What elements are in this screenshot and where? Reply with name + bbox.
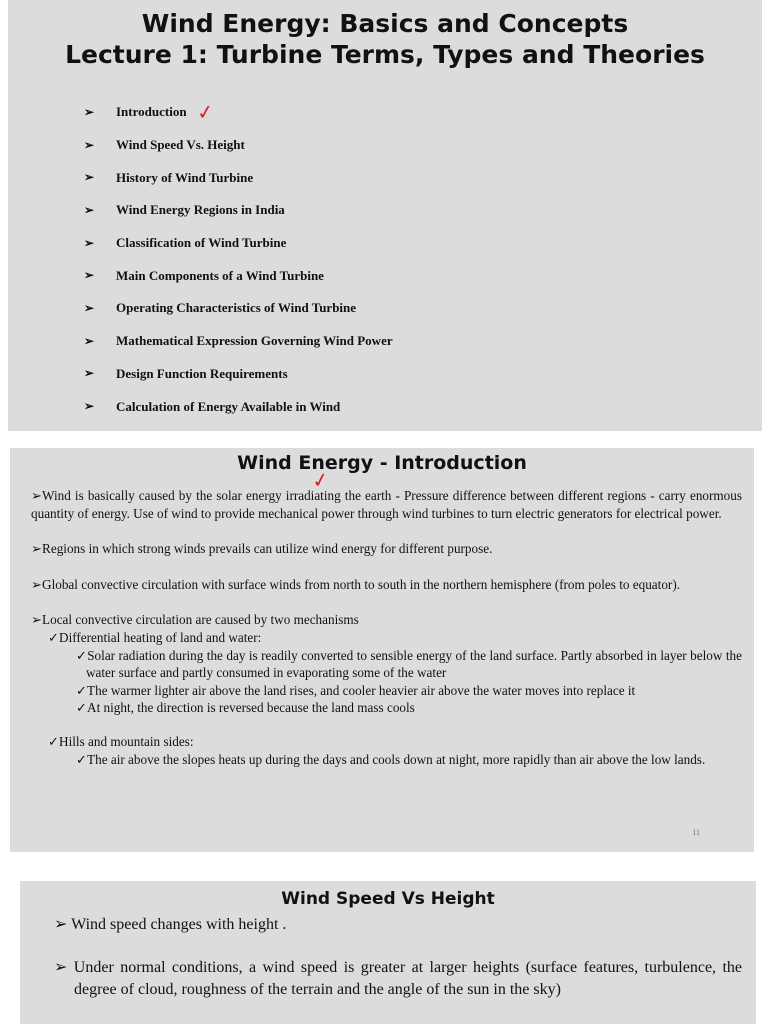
outline-item-label: Design Function Requirements bbox=[116, 365, 288, 381]
subitem-warmer-air: ✓The warmer lighter air above the land rises, and cooler heavier air above the water moves into replace it bbox=[76, 682, 636, 698]
slide-wind-speed-height bbox=[20, 881, 756, 1024]
outline-item-label: Wind Energy Regions in India bbox=[116, 202, 285, 218]
red-tick-mark-icon: ✓ bbox=[194, 99, 215, 126]
bullet-arrow-icon: ➢ bbox=[84, 104, 95, 119]
paragraph-global-circulation: ➢Global convective circulation with surface winds from north to south in the northern hemisphere (from poles to equator). bbox=[31, 576, 681, 592]
paragraph-local-circulation: ➢Local convective circulation are caused by two mechanisms bbox=[31, 612, 359, 628]
subitem-slopes: ✓The air above the slopes heats up during the days and cools down at night, more rapidly than air above the low lands. bbox=[76, 751, 706, 767]
outline-item-label: Wind Speed Vs. Height bbox=[116, 137, 245, 153]
lecture-title-line-2: Lecture 1: Turbine Terms, Types and Theories bbox=[65, 40, 705, 69]
paragraph-wind-cause: ➢Wind is basically caused by the solar energy irradiating the earth - Pressure difference between different regions - carry enormous quantity of energy. Use of wind to provide mechanical power through wind turbines to turn electric generators for electrical power. bbox=[31, 488, 742, 521]
paragraph-normal-conditions: ➢ Under normal conditions, a wind speed is greater at larger heights (surface features, turbulence, the degree of cloud, roughness of the terrain and the angle of the sun in the sky) bbox=[54, 959, 742, 998]
bullet-arrow-icon: ➢ bbox=[84, 268, 95, 283]
subitem-solar-radiation: ✓Solar radiation during the day is readily converted to sensible energy of the land surface. Partly absorbed in layer below the water surface and partly consumed in evaporating some of the water bbox=[76, 647, 742, 681]
outline-item bbox=[84, 325, 393, 358]
outline-item bbox=[84, 129, 393, 162]
outline-item-label: Operating Characteristics of Wind Turbine bbox=[116, 300, 357, 316]
outline-item bbox=[84, 194, 393, 227]
outline-item bbox=[84, 292, 393, 325]
outline-item bbox=[84, 390, 393, 423]
slide-body bbox=[31, 487, 742, 768]
outline-item-label: History of Wind Turbine bbox=[116, 169, 254, 185]
outline-item-label: Calculation of Energy Available in Wind bbox=[116, 398, 341, 414]
lecture-title bbox=[8, 8, 762, 70]
bullet-arrow-icon: ➢ bbox=[84, 366, 95, 381]
bullet-arrow-icon: ➢ bbox=[84, 137, 95, 152]
bullet-arrow-icon: ➢ bbox=[84, 170, 95, 185]
slide-body bbox=[54, 914, 742, 1001]
bullet-arrow-icon: ➢ bbox=[84, 399, 95, 414]
lecture-title-line-1: Wind Energy: Basics and Concepts bbox=[141, 9, 629, 38]
bullet-arrow-icon: ➢ bbox=[84, 235, 95, 250]
subitem-night-reversal: ✓At night, the direction is reversed because the land mass cools bbox=[76, 700, 415, 716]
subitem-differential-heating: ✓Differential heating of land and water: bbox=[48, 629, 262, 645]
slide-title: Wind Energy - Introduction bbox=[237, 452, 527, 474]
outline-item bbox=[84, 358, 393, 391]
outline-item-label: Main Components of a Wind Turbine bbox=[116, 267, 324, 283]
paragraph-speed-changes: ➢ Wind speed changes with height . bbox=[54, 916, 287, 933]
paragraph-strong-winds: ➢Regions in which strong winds prevails can utilize wind energy for different purpose. bbox=[31, 541, 493, 557]
outline-item bbox=[84, 227, 393, 260]
outline-list bbox=[84, 96, 393, 423]
red-tick-mark-icon: ✓ bbox=[310, 466, 331, 494]
slide-outline bbox=[8, 0, 762, 431]
bullet-arrow-icon: ➢ bbox=[84, 333, 95, 348]
outline-item bbox=[84, 259, 393, 292]
outline-item-label: Introduction bbox=[116, 104, 187, 120]
outline-item-label: Classification of Wind Turbine bbox=[116, 235, 287, 251]
subitem-hills: ✓Hills and mountain sides: bbox=[48, 733, 194, 749]
bullet-arrow-icon: ➢ bbox=[84, 202, 95, 217]
slide-introduction bbox=[10, 448, 754, 852]
outline-item bbox=[84, 161, 393, 194]
slide-title: Wind Speed Vs Height bbox=[281, 889, 495, 909]
outline-item-label: Mathematical Expression Governing Wind Power bbox=[116, 333, 393, 349]
outline-item bbox=[84, 96, 393, 129]
page-number: 11 bbox=[692, 828, 700, 837]
bullet-arrow-icon: ➢ bbox=[84, 300, 95, 315]
